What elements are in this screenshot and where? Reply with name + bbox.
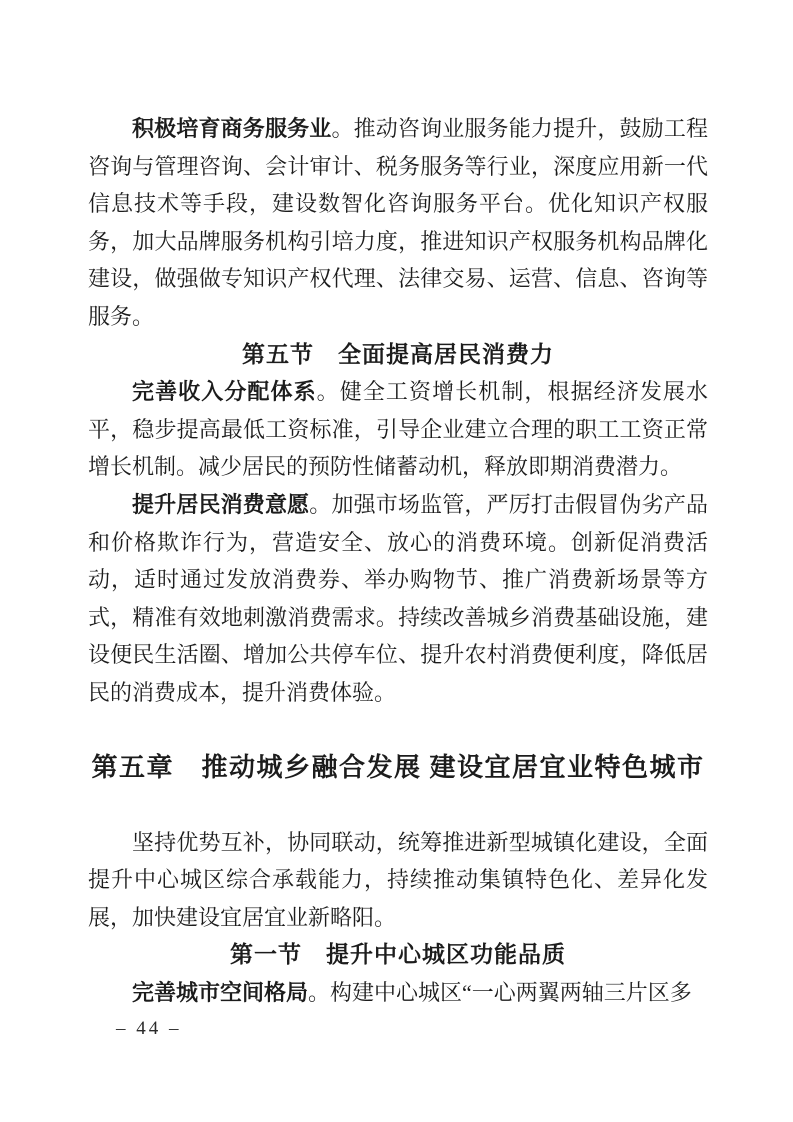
paragraph-urban-spatial-pattern bbox=[88, 974, 708, 1012]
paragraph-income-distribution bbox=[88, 373, 708, 486]
paragraph-consumer-willingness bbox=[88, 486, 708, 712]
paragraph-chapter-intro bbox=[88, 824, 708, 937]
paragraph-lead-business-services: 积极培育商务服务业 bbox=[132, 116, 332, 141]
paragraph-lead-urban-spatial-pattern: 完善城市空间格局 bbox=[132, 979, 309, 1005]
paragraph-lead-income-distribution: 完善收入分配体系 bbox=[132, 379, 317, 405]
section-heading-1-central-city-quality: 第一节 提升中心城区功能品质 bbox=[230, 941, 566, 968]
chapter-heading-5-urban-rural-integration: 第五章 推动城乡融合发展 建设宜居宜业特色城市 bbox=[91, 752, 705, 782]
section-heading-5-consumer-power: 第五节 全面提高居民消费力 bbox=[242, 340, 554, 367]
paragraph-text-income-distribution: 。健全工资增长机制，根据经济发展水平，稳步提高最低工资标准，引导企业建立合理的职工工资正常增长机制。减少居民的预防性储蓄动机，释放即期消费潜力。 bbox=[88, 379, 708, 480]
document-content bbox=[88, 110, 708, 1011]
paragraph-text-business-services: 。推动咨询业服务能力提升，鼓励工程咨询与管理咨询、会计审计、税务服务等行业，深度应用新一代信息技术等手段，建设数智化咨询服务平台。优化知识产权服务，加大品牌服务机构引培力度，推进知识产权服务机构品牌化建设，做强做专知识产权代理、法律交易、运营、信息、咨询等服务。 bbox=[88, 116, 708, 329]
paragraph-text-consumer-willingness: 。加强市场监管，严厉打击假冒伪劣产品和价格欺诈行为，营造安全、放心的消费环境。创新促消费活动，适时通过发放消费券、举办购物节、推广消费新场景等方式，精准有效地刺激消费需求。持续改善城乡消费基础设施，建设便民生活圈、增加公共停车位、提升农村消费便利度，降低居民的消费成本，提升消费体验。 bbox=[88, 491, 708, 705]
page-number: – 44 – bbox=[116, 1018, 182, 1039]
paragraph-lead-consumer-willingness: 提升居民消费意愿 bbox=[132, 491, 310, 517]
paragraph-text-chapter-intro: 坚持优势互补，协同联动，统筹推进新型城镇化建设，全面提升中心城区综合承载能力，持续推动集镇特色化、差异化发展，加快建设宜居宜业新略阳。 bbox=[88, 829, 708, 930]
paragraph-cultivate-business-services bbox=[88, 110, 708, 336]
paragraph-text-urban-spatial-pattern: 。构建中心城区“一心两翼两轴三片区多 bbox=[308, 979, 692, 1005]
